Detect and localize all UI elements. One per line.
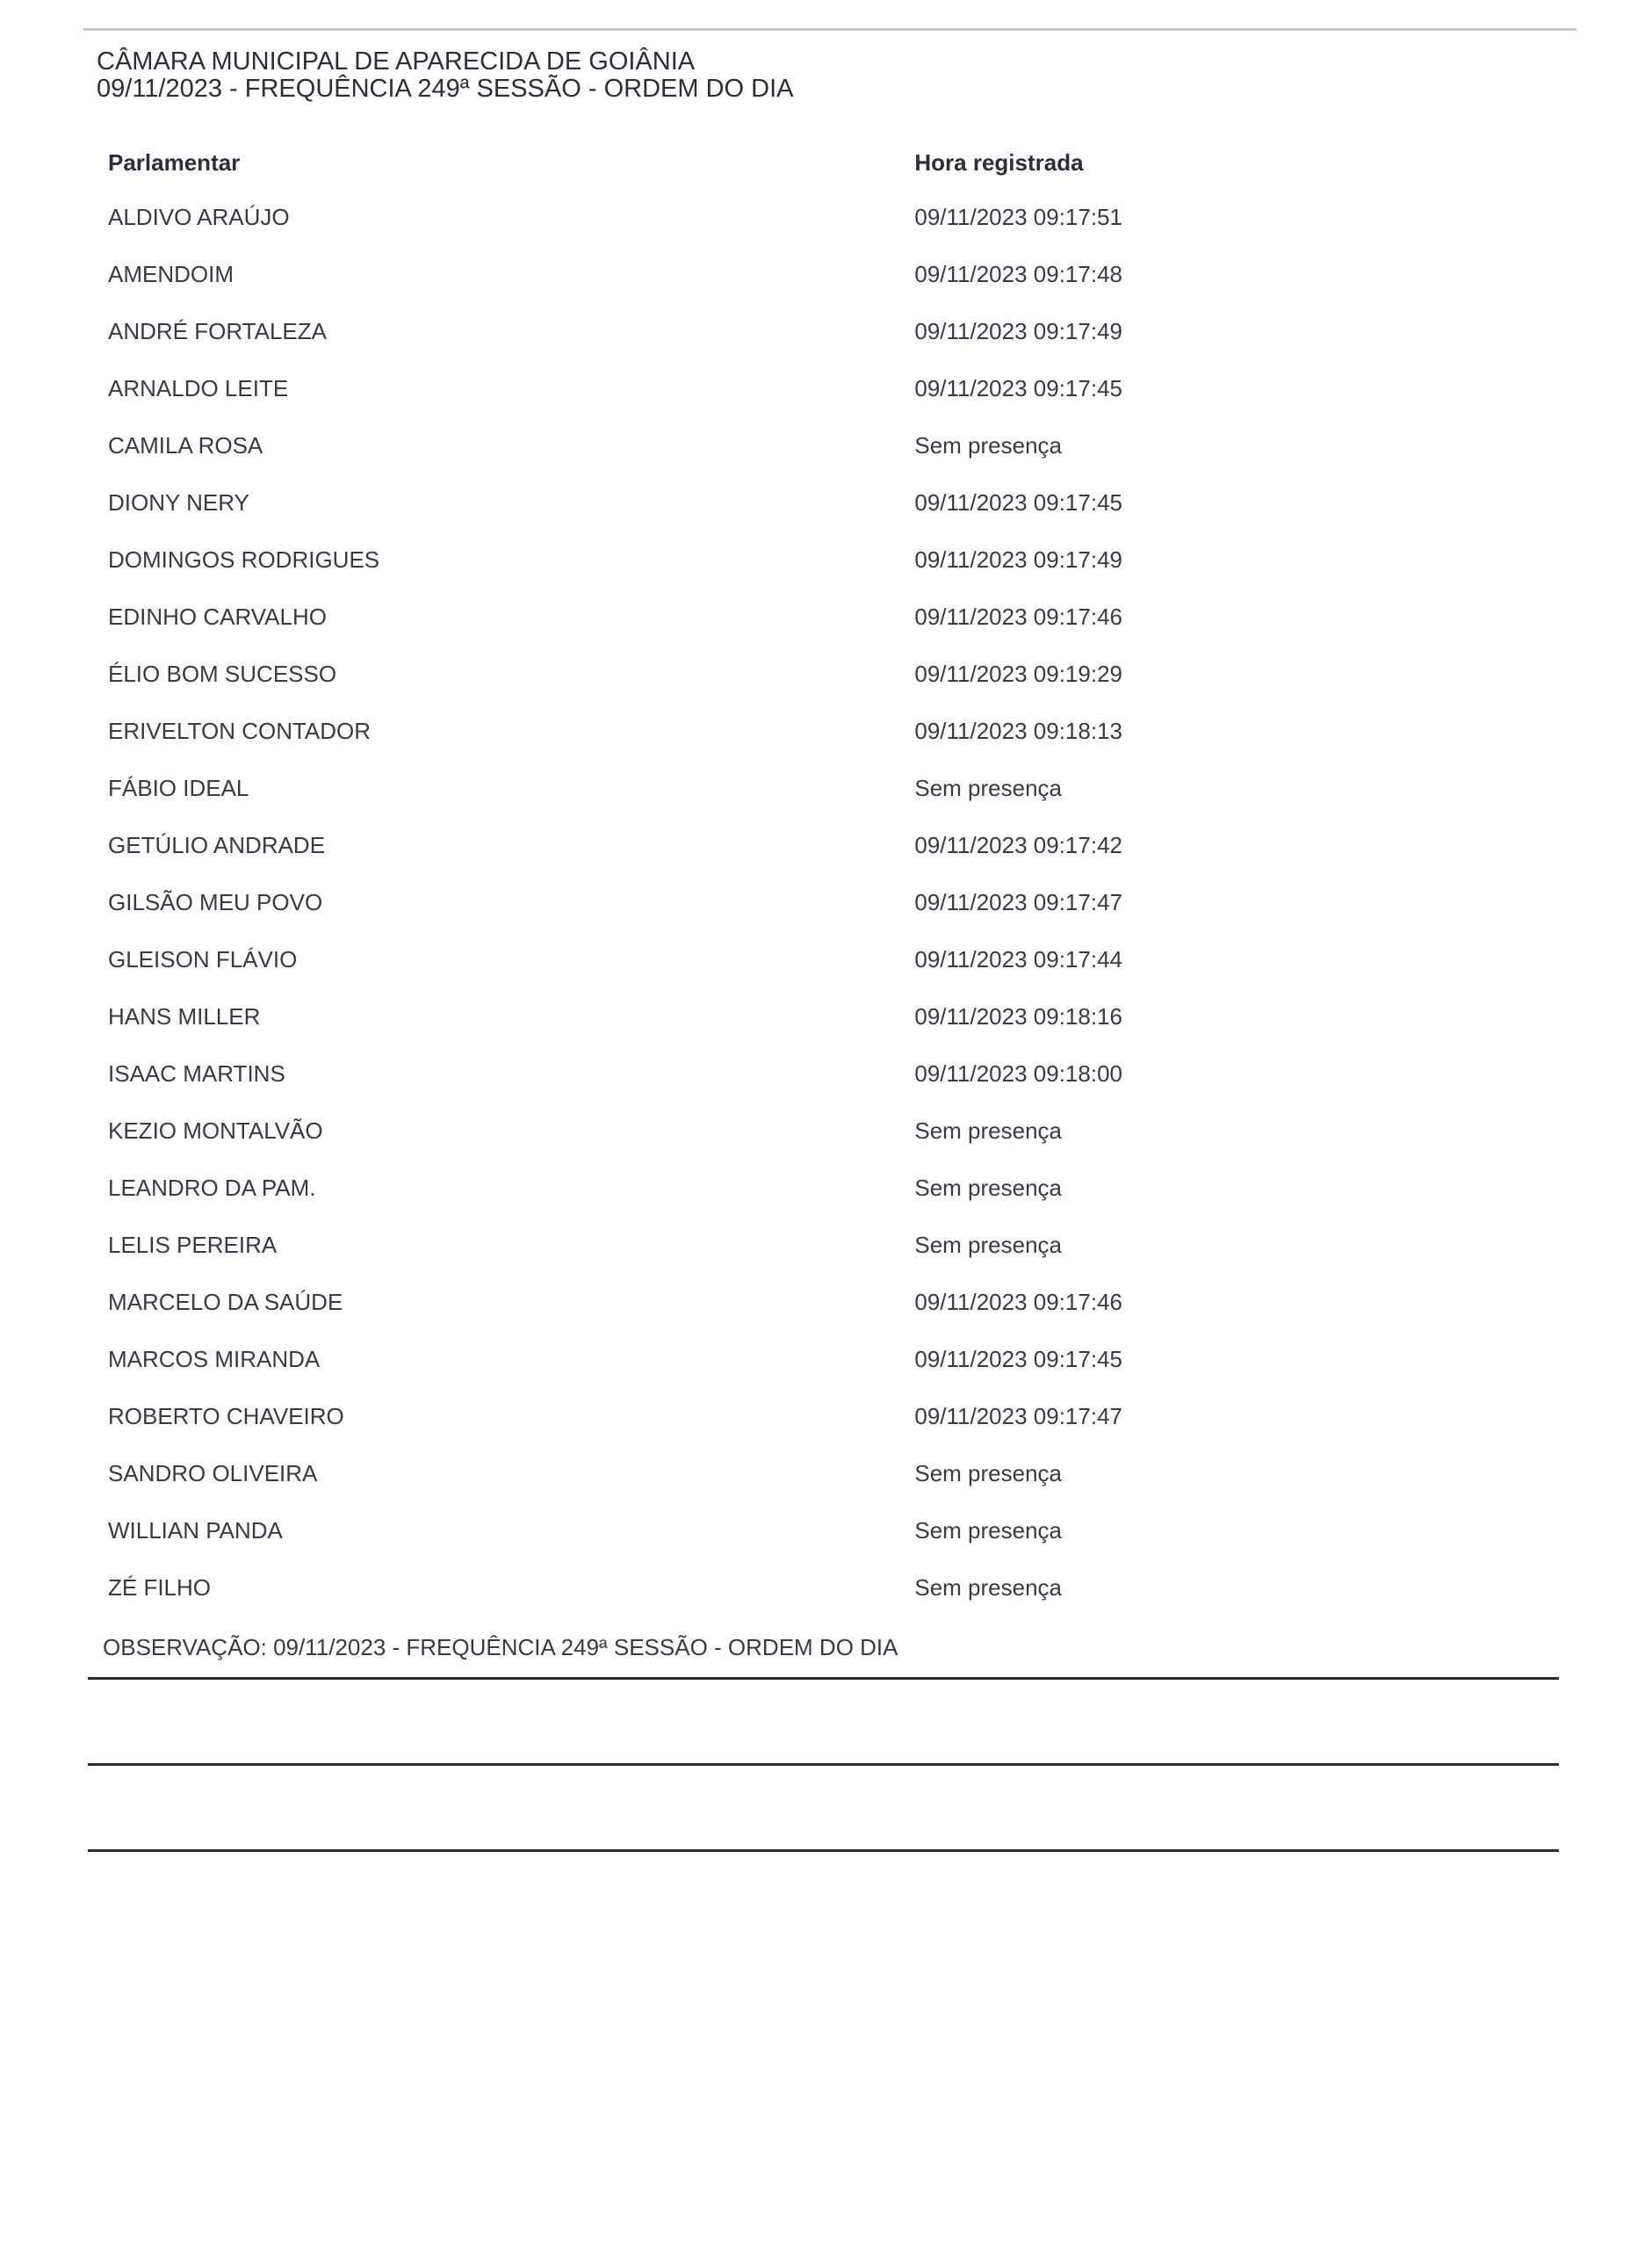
parlamentar-name: ZÉ FILHO	[108, 1574, 212, 1601]
parlamentar-name: GLEISON FLÁVIO	[108, 946, 298, 973]
table-row	[92, 1331, 1234, 1388]
table-row	[92, 874, 1234, 931]
registered-time: 09/11/2023 09:17:49	[914, 318, 1122, 344]
parlamentar-name: CAMILA ROSA	[108, 432, 263, 459]
parlamentar-name: ARNALDO LEITE	[108, 375, 289, 401]
table-row	[92, 1160, 1234, 1217]
table-row	[92, 1445, 1234, 1502]
top-divider	[83, 28, 1576, 31]
table-row	[92, 474, 1234, 532]
parlamentar-name: LELIS PEREIRA	[108, 1232, 278, 1258]
attendance-table	[92, 136, 1234, 1616]
registered-time: 09/11/2023 09:17:42	[914, 832, 1122, 858]
table-row	[92, 646, 1234, 703]
registered-time: 09/11/2023 09:19:29	[914, 661, 1122, 687]
table-row	[92, 931, 1234, 988]
document-header	[97, 48, 1502, 103]
parlamentar-name: FÁBIO IDEAL	[108, 775, 249, 801]
registered-time: Sem presença	[914, 1232, 1063, 1258]
registered-time: 09/11/2023 09:17:49	[914, 546, 1122, 573]
parlamentar-name: ÉLIO BOM SUCESSO	[108, 661, 337, 687]
registered-time: 09/11/2023 09:17:45	[914, 489, 1122, 516]
parlamentar-name: WILLIAN PANDA	[108, 1517, 283, 1544]
registered-time: 09/11/2023 09:18:16	[914, 1003, 1122, 1030]
signature-line	[88, 1763, 1559, 1766]
parlamentar-name: ERIVELTON CONTADOR	[108, 718, 372, 744]
table-row	[92, 988, 1234, 1045]
parlamentar-name: AMENDOIM	[108, 261, 234, 287]
column-header-parlamentar: Parlamentar	[108, 148, 241, 176]
table-row	[92, 1217, 1234, 1274]
registered-time: 09/11/2023 09:17:46	[914, 1289, 1122, 1315]
table-row	[92, 1045, 1234, 1103]
signature-line	[88, 1677, 1559, 1680]
table-row	[92, 303, 1234, 360]
table-row	[92, 589, 1234, 646]
table-row	[92, 817, 1234, 874]
registered-time: 09/11/2023 09:17:44	[914, 946, 1122, 973]
table-row	[92, 532, 1234, 589]
table-row	[92, 1388, 1234, 1445]
registered-time: 09/11/2023 09:17:48	[914, 261, 1122, 287]
registered-time: 09/11/2023 09:17:51	[914, 204, 1122, 230]
parlamentar-name: DIONY NERY	[108, 489, 249, 516]
parlamentar-name: ROBERTO CHAVEIRO	[108, 1403, 344, 1429]
column-header-hora-registrada: Hora registrada	[914, 148, 1084, 176]
parlamentar-name: HANS MILLER	[108, 1003, 261, 1030]
parlamentar-name: DOMINGOS RODRIGUES	[108, 546, 380, 573]
table-row	[92, 360, 1234, 417]
table-row	[92, 703, 1234, 760]
parlamentar-name: GETÚLIO ANDRADE	[108, 832, 326, 858]
observation-note: OBSERVAÇÃO: 09/11/2023 - FREQUÊNCIA 249ª SESSÃO - ORDEM DO DIA	[103, 1634, 898, 1660]
registered-time: Sem presença	[914, 1175, 1063, 1201]
registered-time: 09/11/2023 09:17:47	[914, 1403, 1122, 1429]
registered-time: 09/11/2023 09:17:45	[914, 1346, 1122, 1372]
table-row	[92, 760, 1234, 817]
parlamentar-name: ANDRÉ FORTALEZA	[108, 318, 327, 344]
registered-time: Sem presença	[914, 1517, 1063, 1544]
table-body	[92, 189, 1234, 1616]
registered-time: 09/11/2023 09:17:45	[914, 375, 1122, 401]
table-row	[92, 1274, 1234, 1331]
table-row	[92, 189, 1234, 246]
registered-time: Sem presença	[914, 775, 1063, 801]
registered-time: 09/11/2023 09:18:00	[914, 1060, 1122, 1087]
table-row	[92, 417, 1234, 474]
signature-line	[88, 1849, 1559, 1852]
table-row	[92, 1103, 1234, 1160]
table-header	[92, 136, 1234, 189]
registered-time: Sem presença	[914, 1574, 1063, 1601]
registered-time: Sem presença	[914, 432, 1063, 459]
document-subtitle: 09/11/2023 - FREQUÊNCIA 249ª SESSÃO - ORDEM DO DIA	[97, 75, 794, 103]
registered-time: Sem presença	[914, 1460, 1063, 1486]
registered-time: 09/11/2023 09:17:46	[914, 604, 1122, 630]
parlamentar-name: KEZIO MONTALVÃO	[108, 1117, 323, 1144]
parlamentar-name: GILSÃO MEU POVO	[108, 889, 323, 915]
registered-time: Sem presença	[914, 1117, 1063, 1144]
table-header-row	[92, 136, 1234, 189]
table-row	[92, 1559, 1234, 1616]
table-row	[92, 246, 1234, 303]
parlamentar-name: ISAAC MARTINS	[108, 1060, 285, 1087]
parlamentar-name: SANDRO OLIVEIRA	[108, 1460, 318, 1486]
parlamentar-name: ALDIVO ARAÚJO	[108, 204, 290, 230]
parlamentar-name: EDINHO CARVALHO	[108, 604, 327, 630]
parlamentar-name: MARCELO DA SAÚDE	[108, 1289, 343, 1315]
parlamentar-name: MARCOS MIRANDA	[108, 1346, 321, 1372]
table-row	[92, 1502, 1234, 1559]
document-title: CÂMARA MUNICIPAL DE APARECIDA DE GOIÂNIA	[97, 47, 696, 76]
parlamentar-name: LEANDRO DA PAM.	[108, 1175, 316, 1201]
registered-time: 09/11/2023 09:18:13	[914, 718, 1122, 744]
registered-time: 09/11/2023 09:17:47	[914, 889, 1122, 915]
